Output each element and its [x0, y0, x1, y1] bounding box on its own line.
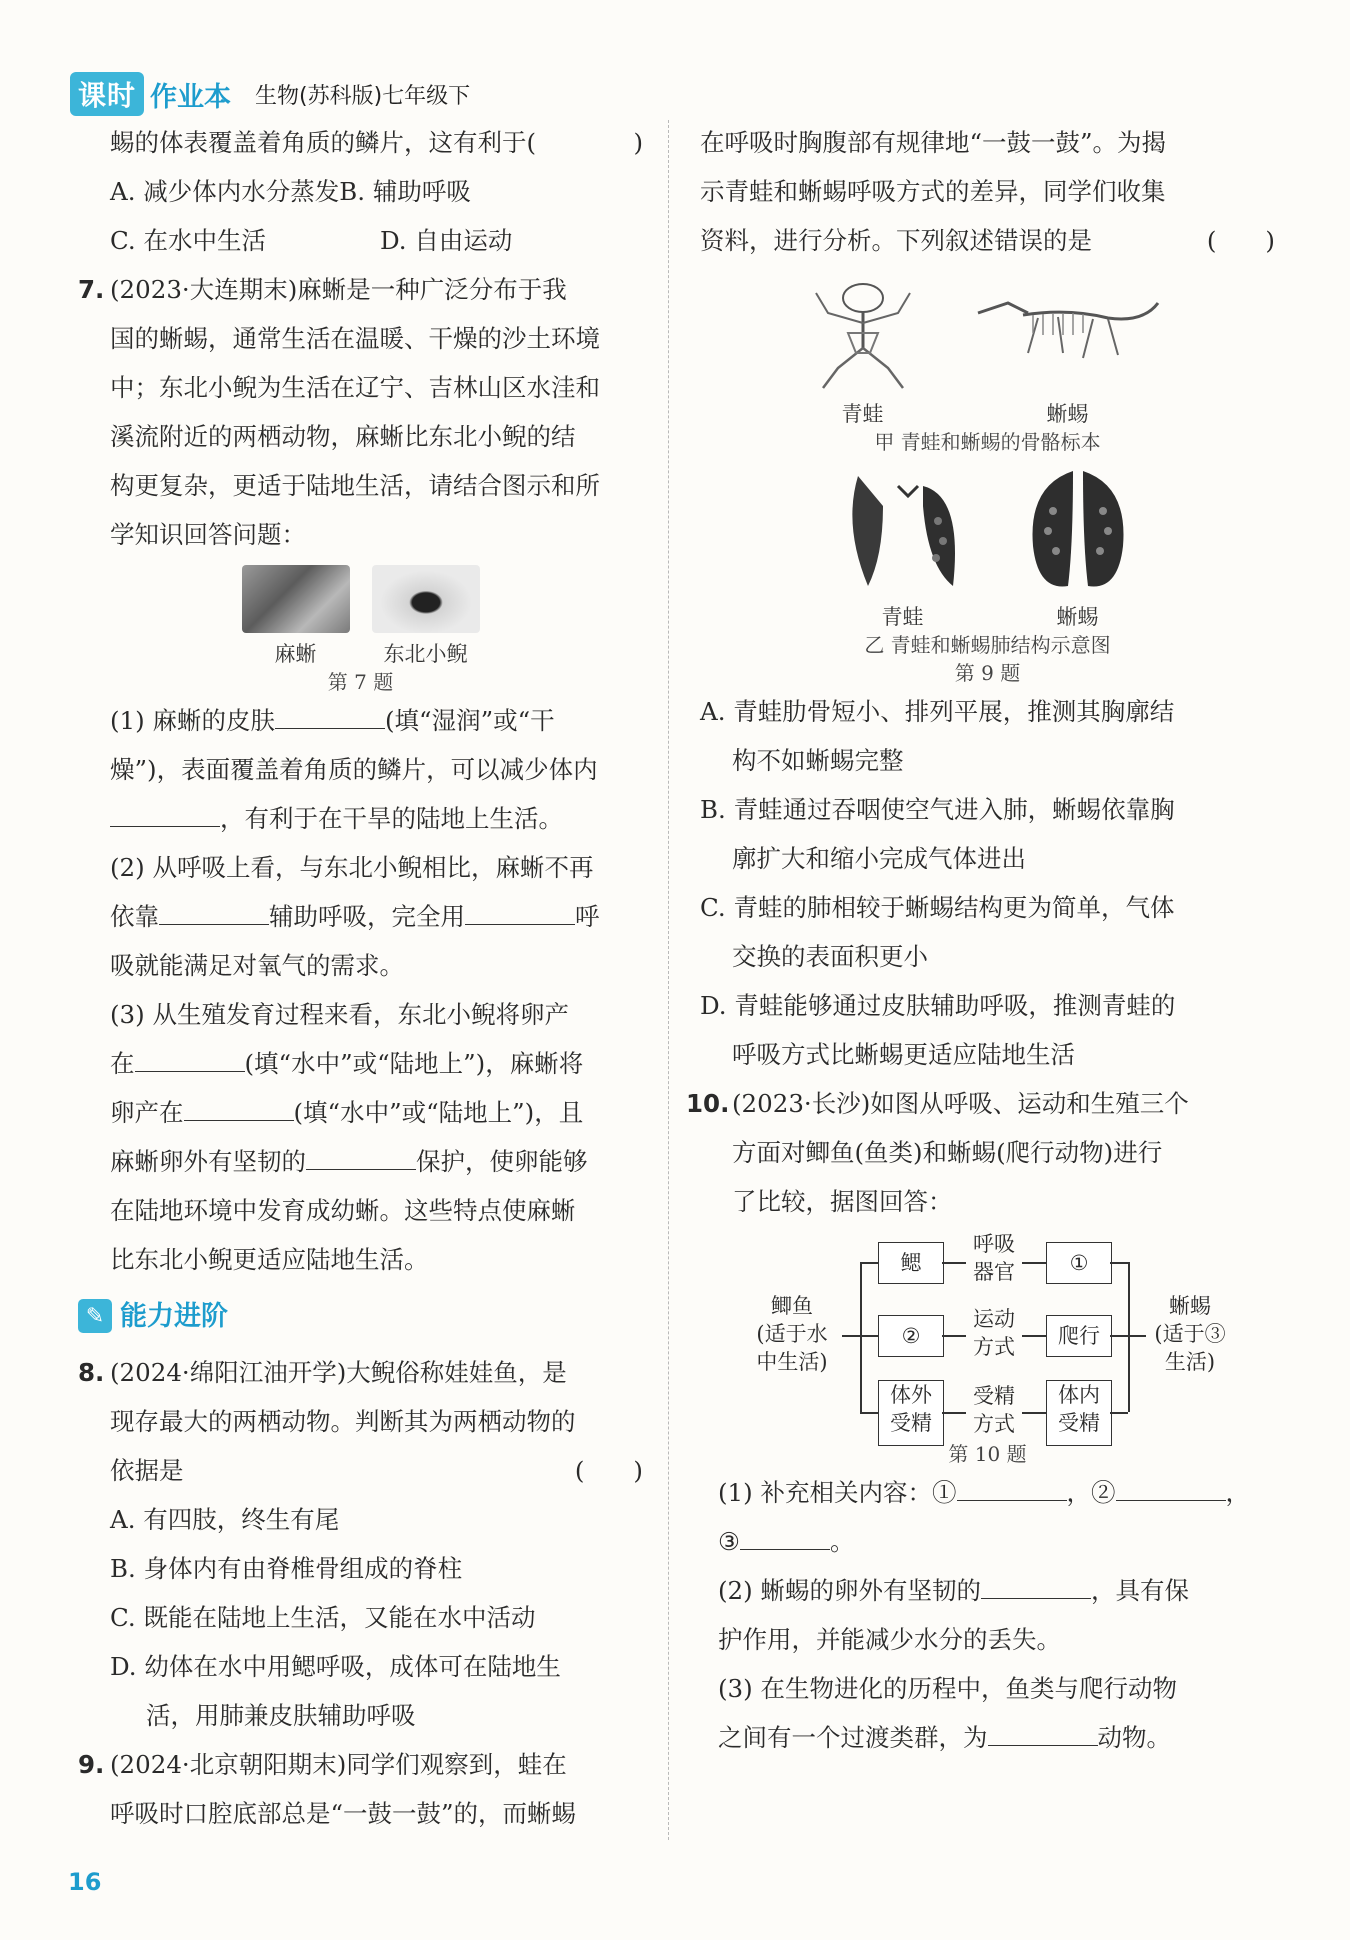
- q7-line: 国的蜥蜴，通常生活在温暖、干燥的沙土环境: [110, 324, 600, 353]
- brand-logo: 课时: [70, 72, 144, 116]
- figure-label: 东北小鲵: [383, 642, 468, 666]
- answer-blank[interactable]: [135, 1045, 245, 1072]
- q8-option-d: D. 幼体在水中用鳃呼吸，成体可在陆地生: [110, 1652, 561, 1681]
- question-7-parts: (1) 麻蜥的皮肤 (填“湿润”或“干 燥”)，表面覆盖着角质的鳞片，可以减少体内 ，有利于在干旱的陆地上生活。 (2) 从呼吸上看，与东北小鲵相比，麻蜥不再 依靠 辅助呼吸，完全用 呼 吸就能满足对氧气的需求。 (3) 从生殖发育过程来看，东北小鲵将卵产 在 (填“水中”或“陆地上”)，麻蜥将 卵产在 (填“水中”或“陆地上”)，且 麻蜥卵外有坚韧的 保护，使卵能够 在陆地环境中发育成幼蜥。这些特点使麻蜥 比东北小鲵更适应陆地生活。: [78, 696, 643, 1284]
- page-header: [70, 74, 470, 114]
- q6-tail: 蜴的体表覆盖着角质的鳞片，这有利于( ): [110, 128, 643, 157]
- figure-label: 蜥蜴: [1056, 605, 1099, 629]
- q8-option-c: C. 既能在陆地上生活，又能在水中活动: [110, 1603, 536, 1632]
- figure-b: [700, 466, 1275, 631]
- page-number: 16: [68, 1868, 102, 1896]
- question-9-start: 9. (2024·北京朝阳期末)同学们观察到，蛙在 呼吸时口腔底部总是“一鼓一鼓”的，而蜥蜴: [78, 1750, 577, 1828]
- section-heading: ✎ 能力进阶: [78, 1288, 643, 1344]
- question-8: 8. (2024·绵阳江油开学)大鲵俗称娃娃鱼，是 现存最大的两栖动物。判断其为两栖动物的 依据是 ( ) A. 有四肢，终生有尾 B. 身体内有由脊椎骨组成的脊柱 C. 既能在陆地上生活，又能在水中活动 D. 幼体在水中用鳃呼吸，成体可在陆地生 活，用肺兼皮肤辅助呼吸: [78, 1358, 643, 1730]
- figure-label: 青蛙: [841, 402, 884, 426]
- answer-blank[interactable]: [740, 1523, 830, 1550]
- q7-line: 构更复杂，更适于陆地生活，请结合图示和所: [110, 471, 600, 500]
- diagram-box-crawl: 爬行: [1046, 1315, 1112, 1357]
- q9-option-a: A. 青蛙肋骨短小、排列平展，推测其胸廓结: [700, 697, 1175, 726]
- comparison-diagram: 鲫鱼 (适于水 中生活) 鳃 ② 体外 受精 呼吸 器官 运动 方式 受精 方式 ① 爬行 体内 受精 蜥蜴 (适于③ 生活): [700, 1230, 1260, 1440]
- brand-text: 作业本: [150, 81, 232, 113]
- diagram-label-fertilization: 受精 方式: [973, 1384, 1015, 1436]
- question-7: [78, 265, 643, 559]
- subject-title: 生物(苏科版)七年级下: [255, 83, 471, 109]
- diagram-box-gill: 鳃: [878, 1242, 944, 1284]
- figure-label: 蜥蜴: [1046, 402, 1089, 426]
- q9-option-c: C. 青蛙的肺相较于蜥蜴结构更为简单，气体: [700, 893, 1175, 922]
- answer-blank[interactable]: [957, 1474, 1067, 1501]
- q7-number: 7.: [78, 275, 105, 304]
- q8-option-b: B. 身体内有由脊椎骨组成的脊柱: [110, 1554, 463, 1583]
- diagram-box-internal: 体内 受精: [1046, 1380, 1112, 1446]
- figure-caption: 第 10 题: [948, 1442, 1027, 1466]
- q6-option-cd: C. 在水中生活 D. 自由运动: [110, 226, 513, 255]
- frog-lung-image: [838, 466, 968, 596]
- diagram-box-external: 体外 受精: [878, 1380, 944, 1446]
- frog-skeleton-image: [808, 273, 918, 393]
- q7-line: (2023·大连期末)麻蜥是一种广泛分布于我: [110, 275, 567, 304]
- left-column: [78, 118, 643, 1838]
- pencil-icon: ✎: [78, 1299, 112, 1333]
- answer-blank[interactable]: [159, 898, 269, 925]
- q6-option-ab: A. 减少体内水分蒸发B. 辅助呼吸: [110, 177, 471, 206]
- answer-blank[interactable]: [465, 898, 575, 925]
- column-divider: [668, 120, 669, 1840]
- figure-caption: 乙 青蛙和蜥蜴肺结构示意图: [864, 633, 1111, 657]
- diagram-box-2: ②: [878, 1315, 944, 1357]
- answer-blank[interactable]: [110, 800, 220, 827]
- diagram-label-respiration: 呼吸 器官: [973, 1232, 1015, 1284]
- q7-line: 溪流附近的两栖动物，麻蜥比东北小鲵的结: [110, 422, 576, 451]
- q7-figure: [78, 565, 643, 668]
- figure-a: [700, 273, 1275, 428]
- lizard-skeleton-image: [968, 273, 1168, 393]
- answer-blank[interactable]: [184, 1094, 294, 1121]
- lizard-photo: [242, 565, 350, 633]
- q8-option-a: A. 有四肢，终生有尾: [110, 1505, 340, 1534]
- diagram-label-movement: 运动 方式: [973, 1307, 1015, 1359]
- q9-option-b: B. 青蛙通过吞咽使空气进入肺，蜥蜴依靠胸: [700, 795, 1175, 824]
- answer-blank[interactable]: [306, 1143, 416, 1170]
- q7-line: 中；东北小鲵为生活在辽宁、吉林山区水洼和: [110, 373, 600, 402]
- figure-label: 麻蜥: [274, 642, 317, 666]
- figure-caption: 甲 青蛙和蜥蜴的骨骼标本: [874, 430, 1101, 454]
- answer-blank[interactable]: [981, 1572, 1091, 1599]
- figure-caption: 第 7 题: [327, 670, 394, 694]
- q9-options: A. 青蛙肋骨短小、排列平展，推测其胸廓结 构不如蜥蜴完整 B. 青蛙通过吞咽使空气进入肺，蜥蜴依靠胸 廓扩大和缩小完成气体进出 C. 青蛙的肺相较于蜥蜴结构更为简单，气体 交换的表面积更小 D. 青蛙能够通过皮肤辅助呼吸，推测青蛙的 呼吸方式比蜥蜴更适应陆地生活: [700, 687, 1275, 1079]
- question-10-parts: (1) 补充相关内容：① ，② ， ③ 。 (2) 蜥蜴的卵外有坚韧的 ，具有保 护作用，并能减少水分的丢失。 (3) 在生物进化的历程中，鱼类与爬行动物 之间有一个过渡类群，为 动物。: [700, 1468, 1275, 1762]
- figure-label: 青蛙: [881, 605, 924, 629]
- q9-option-d: D. 青蛙能够通过皮肤辅助呼吸，推测青蛙的: [700, 991, 1176, 1020]
- salamander-photo: [372, 565, 480, 633]
- right-column: 在呼吸时胸腹部有规律地“一鼓一鼓”。为揭 示青蛙和蜥蜴呼吸方式的差异，同学们收集 资料，进行分析。下列叙述错误的是 ( ) 青蛙 蜥蜴 甲 青蛙和蜥蜴的骨骼标本 青蛙 蜥蜴 乙 青蛙和蜥蜴肺结构示意图 第 9 题 A. 青蛙肋骨短小、排列平展，推测其胸廓结 构不如蜥蜴完整 B. 青蛙通过吞咽使空气进入肺，蜥蜴依靠胸 廓扩大和缩小完成气体进出 C. 青蛙的肺相较于蜥蜴结构更为简单，气体 交换的表面积更小 D. 青蛙能够通过皮肤辅助呼吸，推测青蛙的 呼吸方式比蜥蜴更适应陆地生活 10. (2023·长沙)如图从呼吸、运动和生殖三个 方面对鲫鱼(鱼类)和蜥蜴(爬行动物)进行 了比较，据图回答： 鲫鱼 (适于水 中生活) 鳃 ② 体外 受精 呼吸 器官 运动 方式 受精 方式 ① 爬行 体内 受精 蜥蜴 (适于③ 生活) 第 10 题 (1) 补充相关内容：① ，② ， ③ 。 (2) 蜥蜴的卵外有坚韧的 ，具有保 护作用，并能减少水分的丢失。 (3) 在生物进化的历程中，鱼类与爬行动物 之间有一个过渡类群，为 动物。: [700, 118, 1275, 1762]
- diagram-box-1: ①: [1046, 1242, 1112, 1284]
- lizard-lung-image: [1018, 466, 1138, 596]
- answer-blank[interactable]: [1116, 1474, 1226, 1501]
- question-10: 10. (2023·长沙)如图从呼吸、运动和生殖三个 方面对鲫鱼(鱼类)和蜥蜴(爬行动物)进行 了比较，据图回答：: [686, 1089, 1189, 1216]
- answer-blank[interactable]: [988, 1719, 1098, 1746]
- figure-caption: 第 9 题: [954, 661, 1021, 685]
- answer-blank[interactable]: [275, 702, 385, 729]
- q7-line: 学知识回答问题：: [110, 520, 306, 549]
